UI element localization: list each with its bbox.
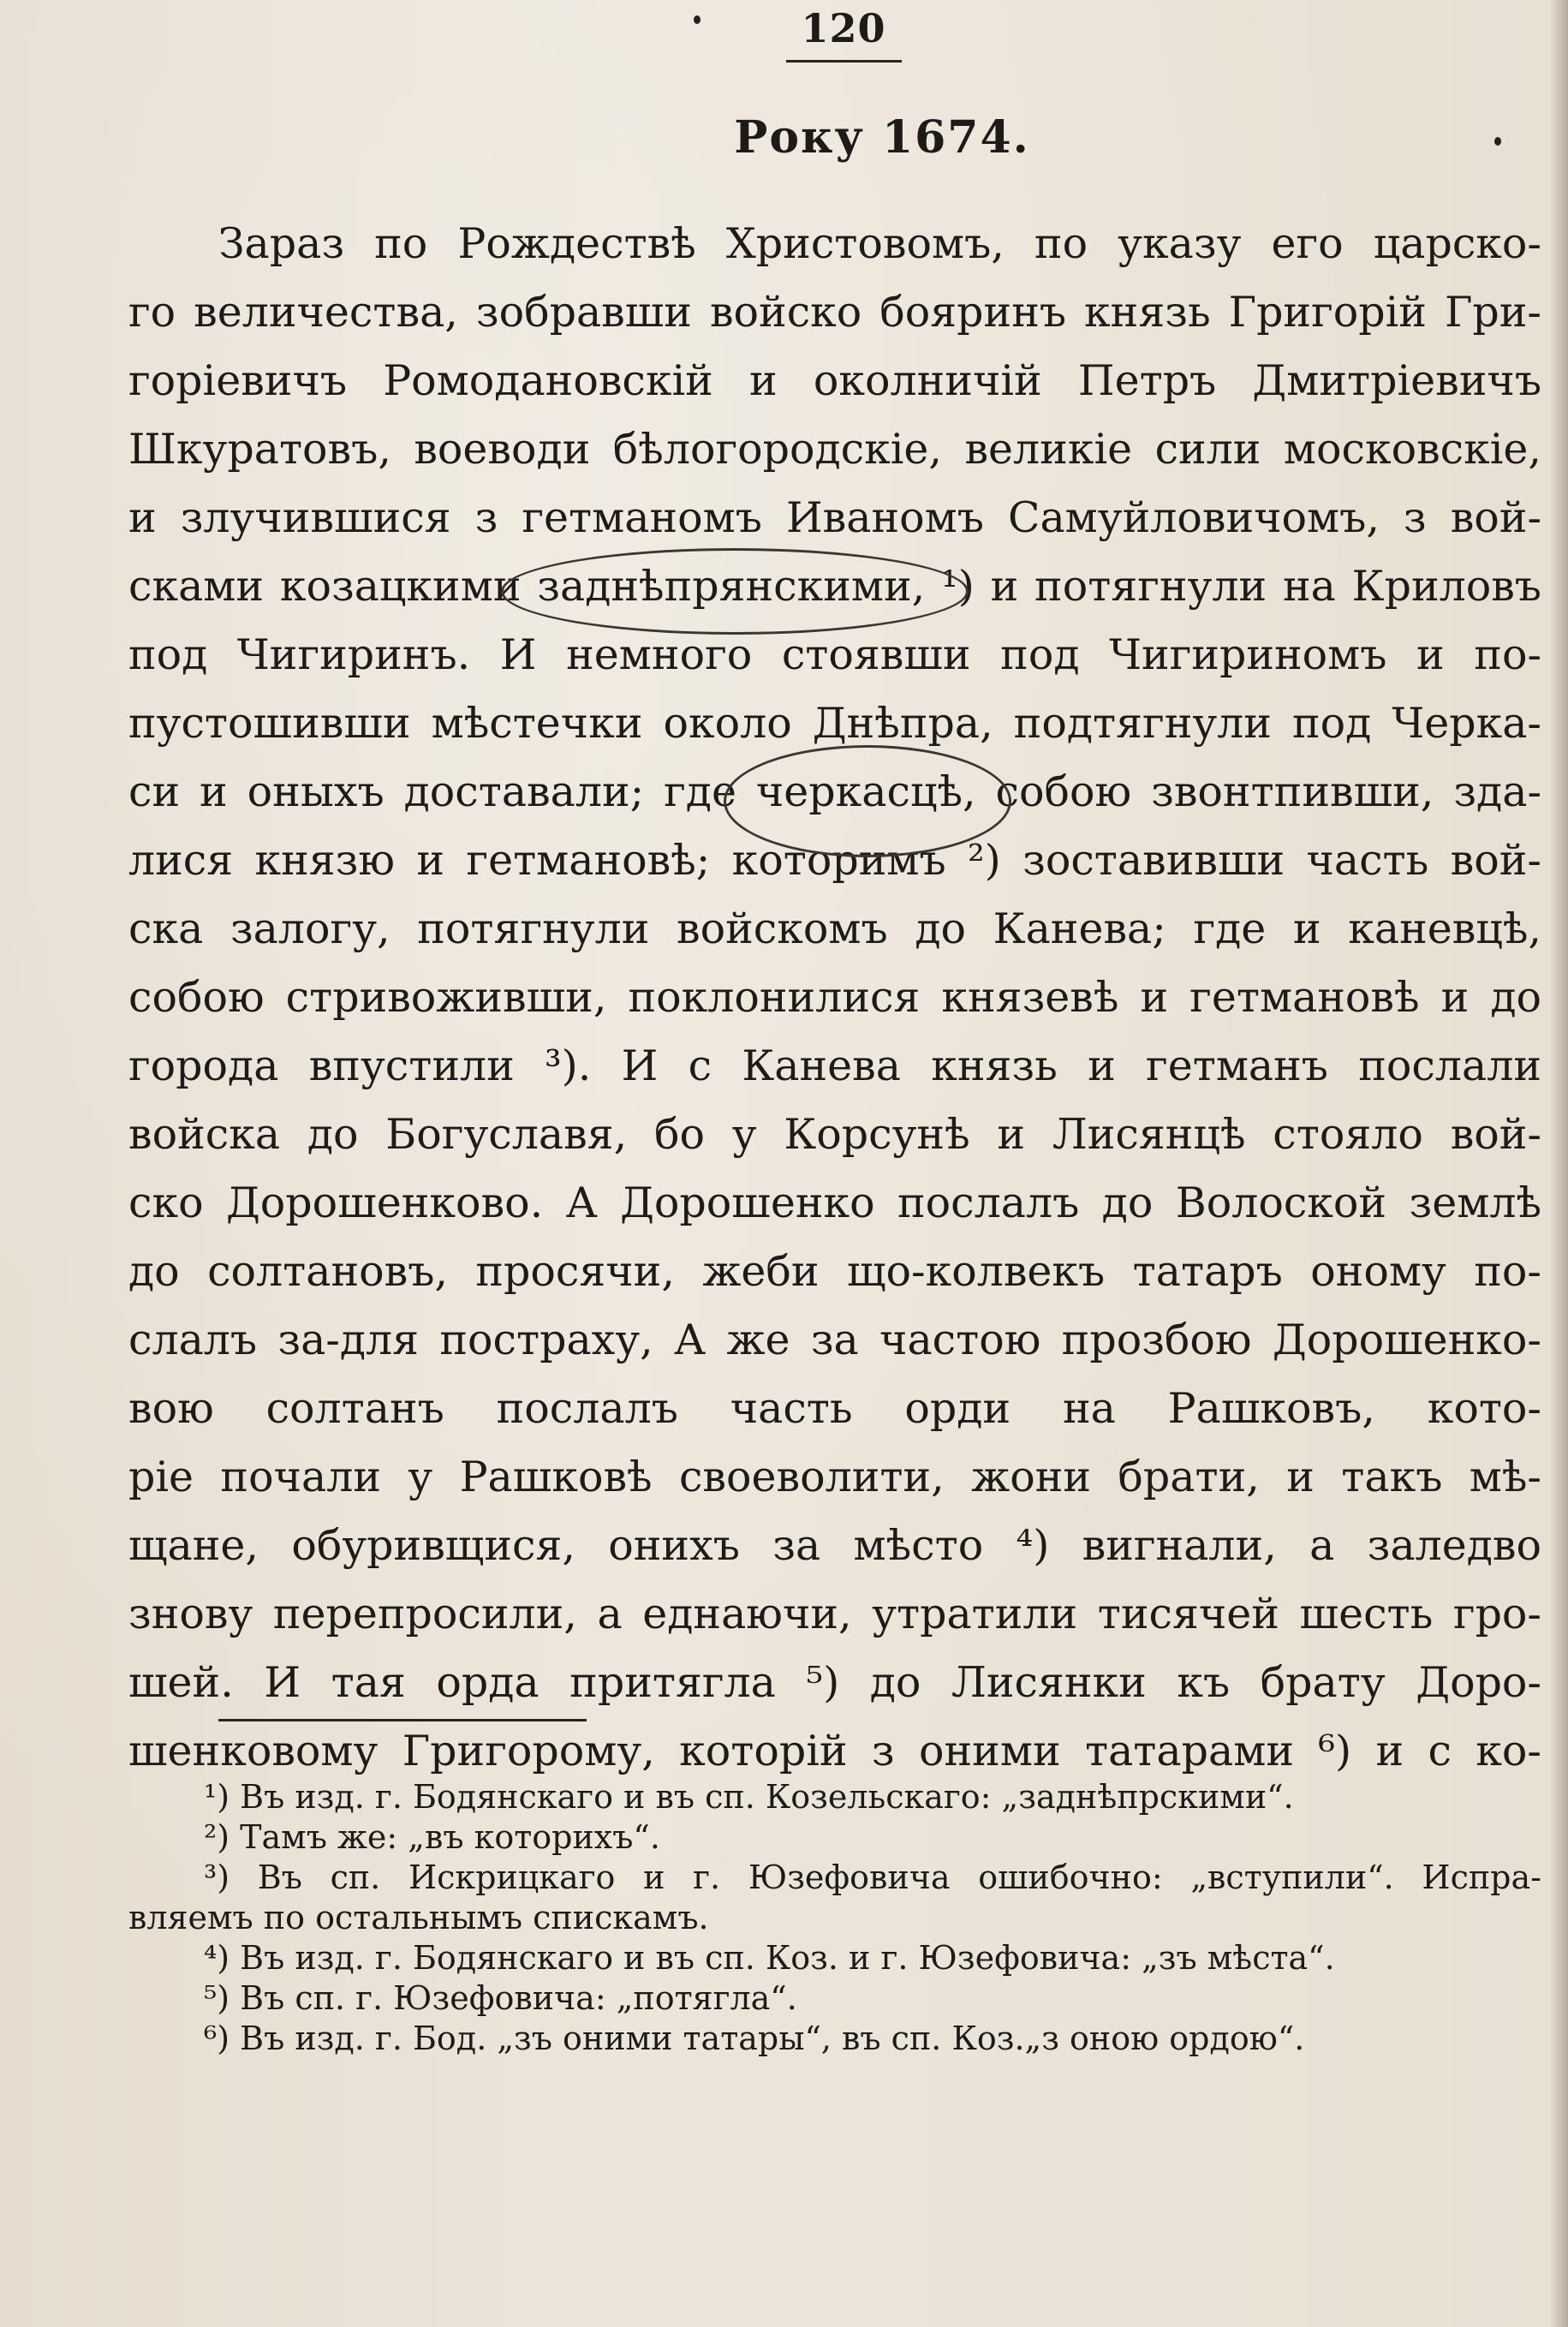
footnote: ⁵) Въ сп. г. Юзефовича: „потягла“.: [204, 1979, 797, 2017]
main-text: [128, 210, 1541, 1786]
page-number-rule: [786, 60, 902, 63]
text-line: щане, обуривщися, онихъ за мѣсто ⁴) вигнали, а заледво: [128, 1521, 1541, 1570]
text-line: войска до Богуславя, бо у Корсунѣ и Лисянцѣ стояло вой-: [128, 1110, 1541, 1159]
text-line: и злучившися з гетманомъ Иваномъ Самуйловичомъ, з вой-: [128, 493, 1541, 542]
text-line: слалъ за-для пострaху, А же за частою прозбою Дорошенко-: [128, 1316, 1541, 1364]
text-line: Зараз по Рождествѣ Христовомъ, по указу его царско-: [218, 219, 1541, 268]
text-line: го величества, зобравши войско бояринъ князь Григорій Гри-: [128, 288, 1541, 337]
footnote: ⁶) Въ изд. г. Бод. „зъ оними татары“, въ сп. Коз.„з оною ордою“.: [204, 2020, 1305, 2057]
ink-speck: [694, 15, 701, 24]
text-line: си и оныхъ доставали; где черкасцѣ, собою звонтпивши, зда-: [128, 767, 1541, 816]
text-line: шенковому Григорому, которій з оними татарами ⁶) и с ко-: [128, 1727, 1541, 1775]
text-line: знову перепросили, а еднаючи, утратили тисячей шесть гро-: [128, 1590, 1541, 1638]
section-heading: Року 1674.: [734, 111, 1030, 164]
footnote-continuation: вляемъ по остальнымъ спискамъ.: [128, 1899, 709, 1936]
text-line: ска залогу, потягнули войскомъ до Канева; где и каневцѣ,: [128, 904, 1541, 953]
text-line: вою солтанъ послалъ часть орди на Рашковъ, кото-: [128, 1384, 1541, 1433]
text-line: лися князю и гетмановѣ; которимъ ²) зоставивши часть вой-: [128, 836, 1541, 885]
text-line: горіевичъ Ромодановскій и околничій Петръ Дмитріевичъ: [128, 356, 1541, 405]
footnote: ⁴) Въ изд. г. Бодянскаго и въ сп. Коз. и г. Юзефовича: „зъ мѣста“.: [204, 1939, 1335, 1977]
footnote-rule: [218, 1719, 587, 1721]
text-line: шей. И тая орда притягла ⁵) до Лисянки къ брату Доро-: [128, 1658, 1541, 1707]
page-number: 120: [801, 5, 886, 51]
text-line: собою стривоживши, поклонилися князевѣ и гетмановѣ и до: [128, 973, 1541, 1022]
text-line: ріе почали у Рашковѣ своеволити, жони брати, и такъ мѣ-: [128, 1453, 1541, 1501]
footnote: ²) Тамъ же: „въ которихъ“.: [204, 1818, 660, 1856]
text-line: города впустили ³). И с Канева князь и гетманъ послали: [128, 1041, 1541, 1090]
footnote: ³) Въ сп. Искрицкаго и г. Юзефовича ошибочно: „вступили“. Испра-: [204, 1859, 1541, 1896]
page-edge-shadow: [1549, 0, 1568, 2327]
footnotes: [128, 1777, 1541, 2059]
text-line: до солтановъ, просячи, жеби що-колвекъ татаръ оному по-: [128, 1247, 1541, 1296]
ink-speck: [1494, 137, 1501, 146]
text-line: пустошивши мѣстечки около Днѣпра, подтягнули под Черка-: [128, 699, 1541, 748]
text-line: под Чигиринъ. И немного стоявши под Чигириномъ и по-: [128, 630, 1541, 679]
text-line: сками козацкими заднѣпрянскими, ¹) и потягнули на Криловъ: [128, 562, 1541, 611]
footnote: ¹) Въ изд. г. Бодянскаго и въ сп. Козельскаго: „заднѣпрскими“.: [204, 1778, 1294, 1816]
text-line: Шкуратовъ, воеводи бѣлогородскіе, великіе сили московскіе,: [128, 425, 1541, 474]
text-line: ско Дорошенково. А Дорошенко послалъ до Волоской землѣ: [128, 1178, 1541, 1227]
